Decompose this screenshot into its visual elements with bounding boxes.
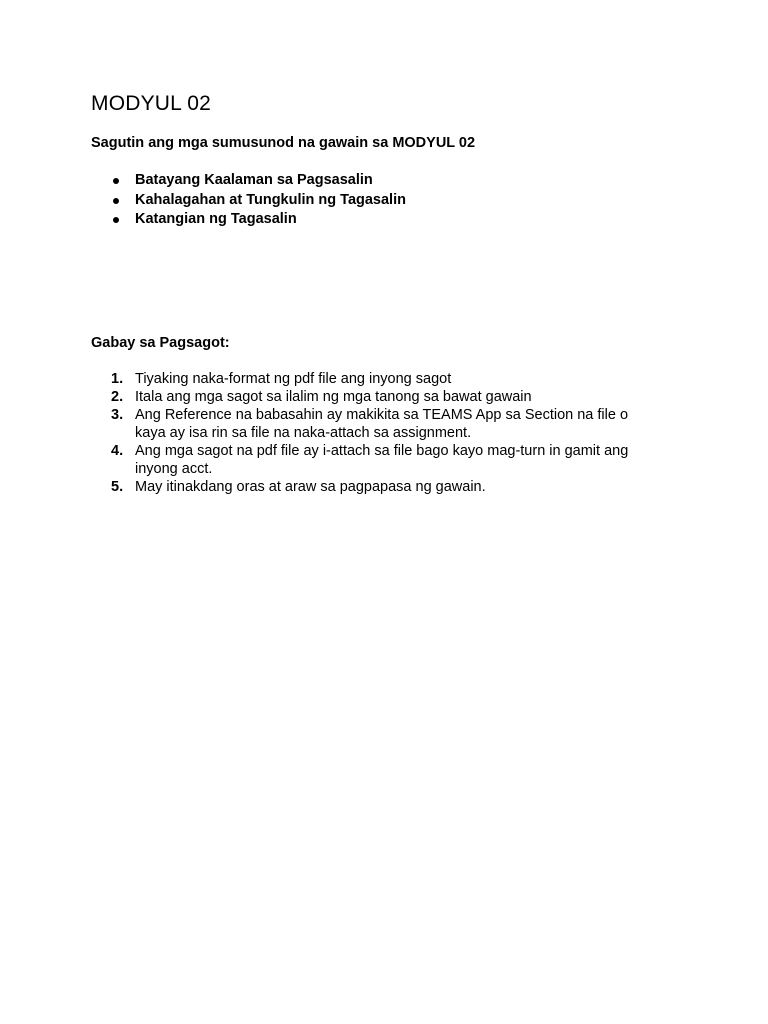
document-title: MODYUL 02 [91,92,212,115]
guide-heading: Gabay sa Pagsagot: [91,335,230,351]
bullet-icon [113,198,119,204]
bullet-icon [113,178,119,184]
list-item [91,210,406,230]
topic-label: Kahalagahan at Tungkulin ng Tagasalin [135,191,406,208]
step-text: May itinakdang oras at araw sa pagpapasa ng gawain. [135,479,486,495]
topic-label: Batayang Kaalaman sa Pagsasalin [135,172,373,188]
step-number: 1. [111,371,124,387]
step-text: Tiyaking naka-format ng pdf file ang inyong sagot [135,371,452,387]
list-item [91,478,661,496]
step-text: Ang Reference na babasahin ay makikita sa TEAMS App sa Section na file o kaya ay isa rin sa file na naka-attach sa assignment. [135,407,629,441]
list-item [91,171,406,191]
step-number: 2. [111,389,124,405]
topic-list [91,171,406,230]
step-number: 3. [111,407,124,423]
list-item [91,406,661,442]
step-text: Ang mga sagot na pdf file ay i-attach sa file bago kayo mag-turn in gamit ang inyong acct. [135,443,629,477]
instruction-text: Sagutin ang mga sumusunod na gawain sa MODYUL 02 [91,135,476,151]
list-item [91,370,661,388]
guide-steps-list [91,370,661,496]
topic-label: Katangian ng Tagasalin [135,211,297,227]
list-item [91,442,661,478]
list-item [91,191,406,211]
step-number: 5. [111,479,124,495]
step-number: 4. [111,443,124,459]
step-text: Itala ang mga sagot sa ilalim ng mga tanong sa bawat gawain [135,389,532,405]
list-item [91,388,661,406]
bullet-icon [113,217,119,223]
